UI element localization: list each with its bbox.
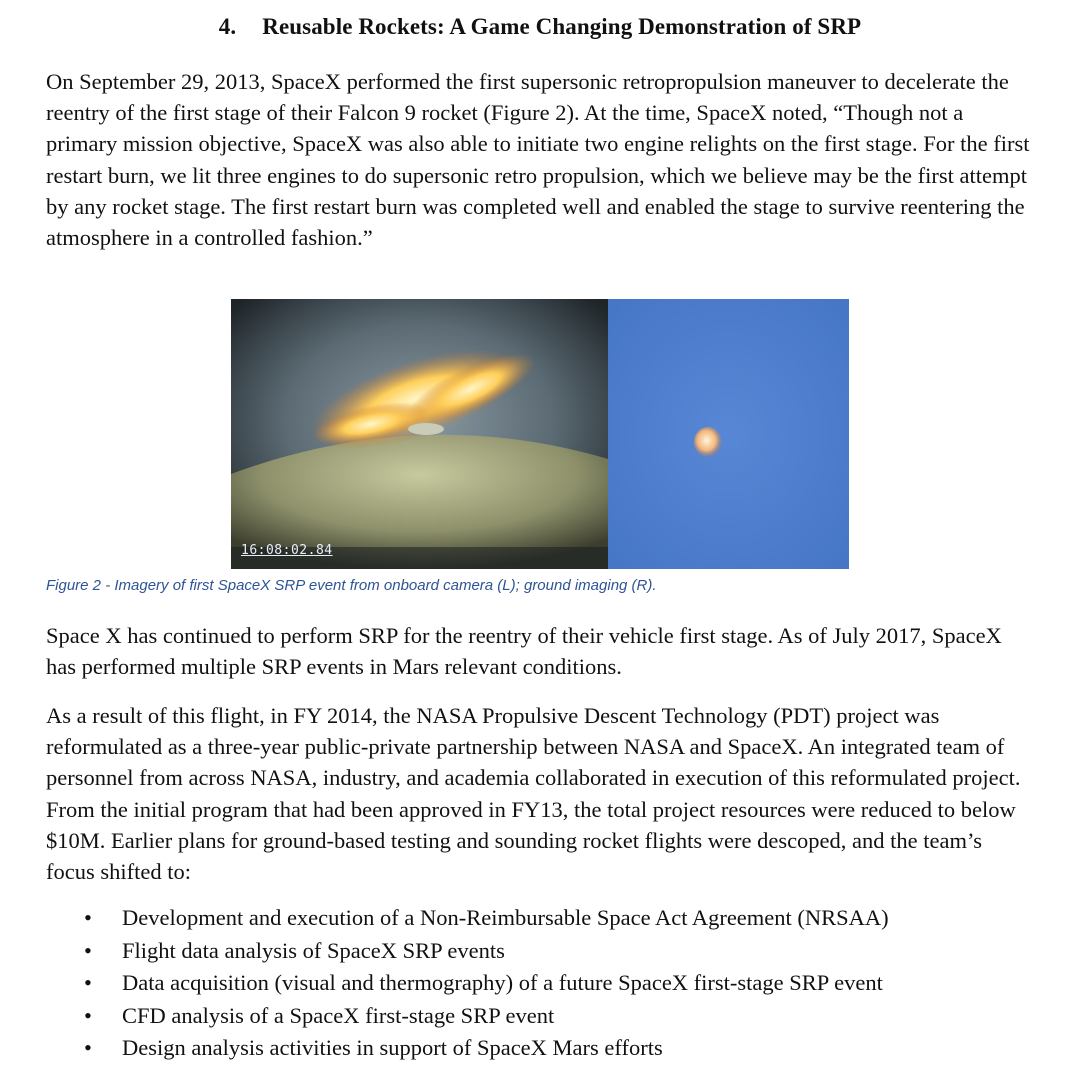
onboard-camera-photo <box>231 299 608 569</box>
camera-timestamp: 16:08:02.84 <box>241 543 333 558</box>
bullet-icon: • <box>84 970 92 996</box>
list-item: • CFD analysis of a SpaceX first-stage SRP event <box>84 1000 889 1033</box>
pdt-project-paragraph: As a result of this flight, in FY 2014, the NASA Propulsive Descent Technology (PDT) project was reformulated as a three-year public-private partnership between NASA and SpaceX. An integrated team of personnel from across NASA, industry, and academia collaborated in execution of this reformulated project. From the initial program that had been approved in FY13, the total project resources were reduced to below $10M. Earlier plans for ground-based testing and sounding rocket flights were descoped, and the team’s focus shifted to: <box>46 703 1021 885</box>
focus-list <box>84 902 889 1065</box>
bullet-icon: • <box>84 937 92 963</box>
bullet-icon: • <box>84 1035 92 1061</box>
section-number: 4. <box>218 14 237 39</box>
ground-imaging-image <box>608 299 849 569</box>
section-heading <box>0 14 1080 40</box>
onboard-camera-image <box>231 299 608 569</box>
bullet-icon: • <box>84 905 92 930</box>
section-title: Reusable Rockets: A Game Changing Demonstration of SRP <box>262 14 862 39</box>
list-item: • Design analysis activities in support of SpaceX Mars efforts <box>84 1032 889 1065</box>
intro-paragraph: On September 29, 2013, SpaceX performed the first supersonic retropropulsion maneuver to decelerate the reentry of the first stage of their Falcon 9 rocket (Figure 2). At the time, SpaceX noted, “Though not a primary mission objective, SpaceX was also able to initiate two engine relights on the first stage. For the first restart burn, we lit three engines to do supersonic retro propulsion, which we believe may be the first attempt by any rocket stage. The first restart burn was completed well and enabled the stage to survive reentering the atmosphere in a controlled fashion.” <box>46 69 1030 251</box>
figure-2 <box>231 299 849 569</box>
bullet-icon: • <box>84 1002 92 1028</box>
figure-caption: Figure 2 - Imagery of first SpaceX SRP event from onboard camera (L); ground imaging (R). <box>46 577 657 594</box>
list-item: • Development and execution of a Non-Reimbursable Space Act Agreement (NRSAA) <box>84 902 889 935</box>
list-item: • Flight data analysis of SpaceX SRP events <box>84 935 889 968</box>
list-item: • Data acquisition (visual and thermography) of a future SpaceX first-stage SRP event <box>84 967 889 1000</box>
srp-continued-paragraph: Space X has continued to perform SRP for the reentry of their vehicle first stage. As of July 2017, SpaceX has performed multiple SRP events in Mars relevant conditions. <box>46 623 1002 680</box>
ground-imaging-photo <box>608 299 849 569</box>
